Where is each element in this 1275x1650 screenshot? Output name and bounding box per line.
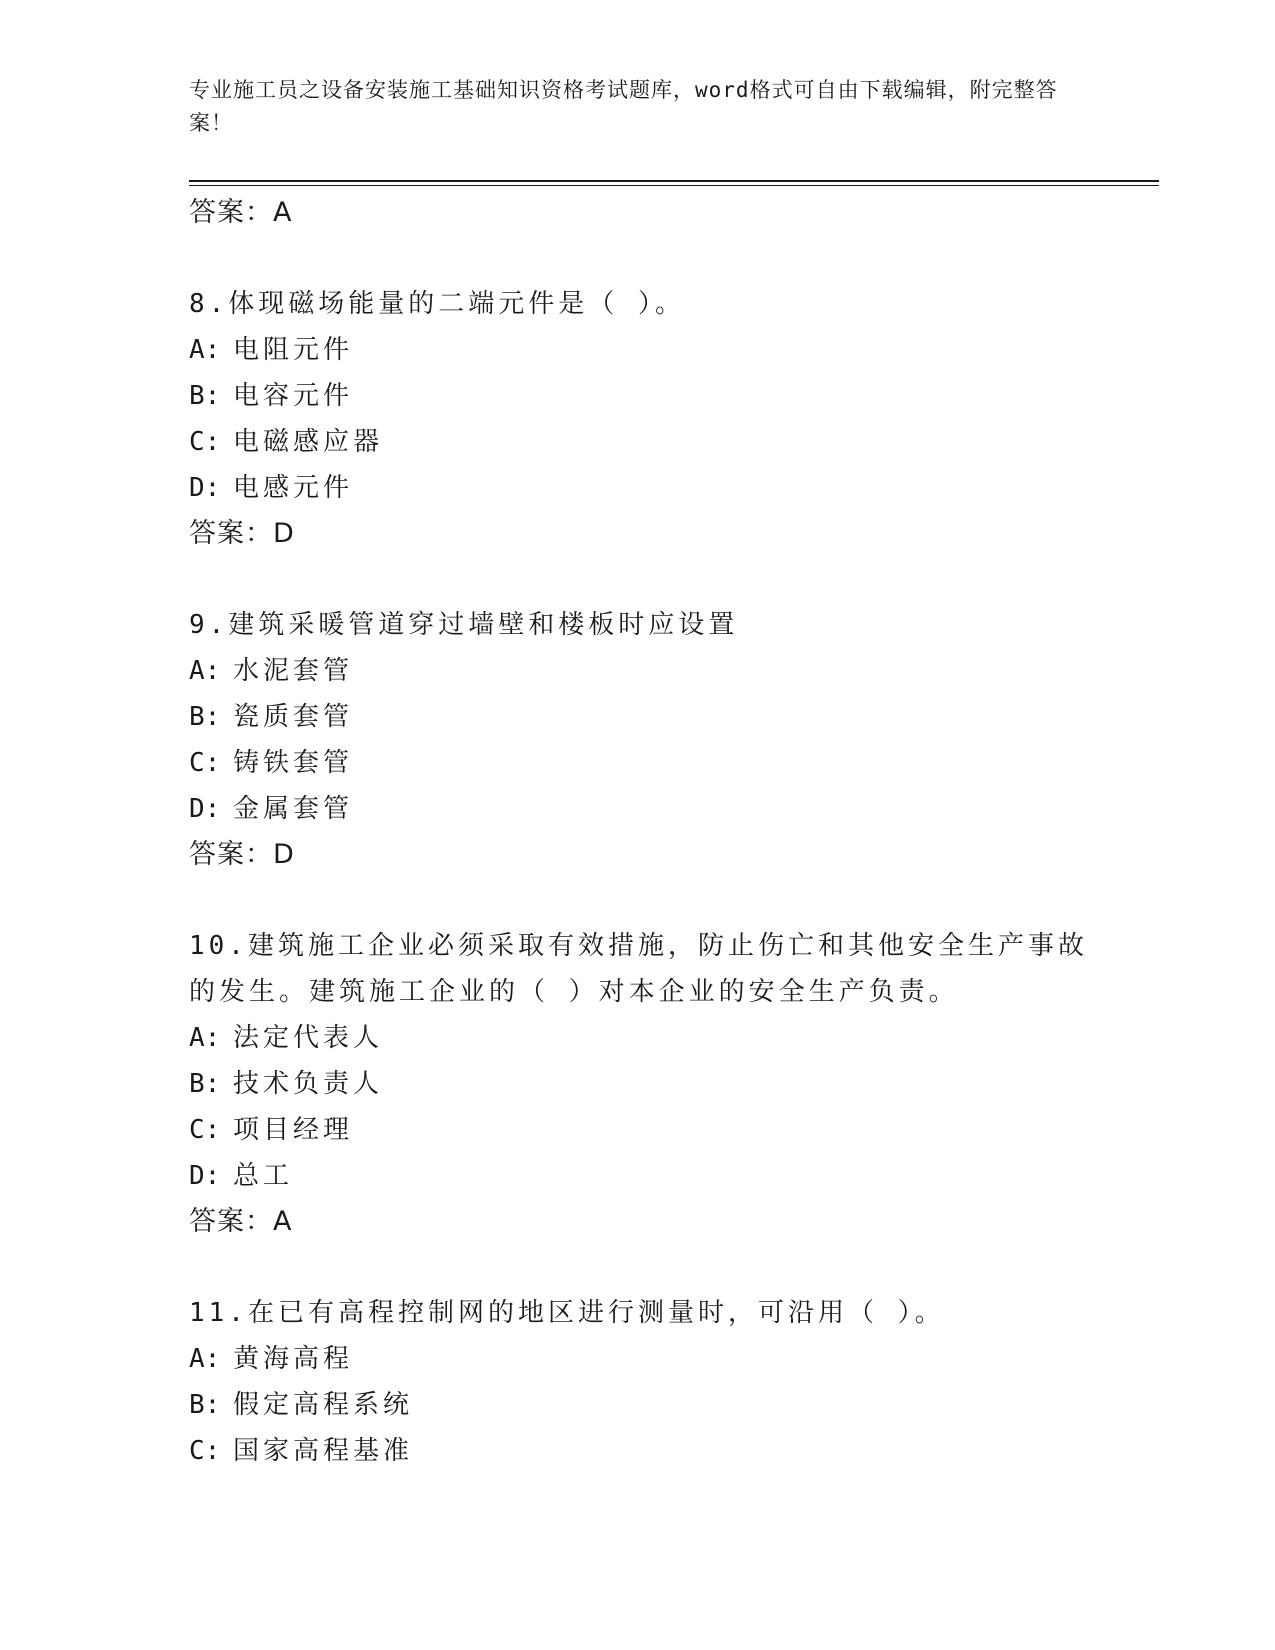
option-text: 金属套管 [233, 794, 354, 824]
option-text: 技术负责人 [233, 1069, 384, 1099]
option-b [189, 1061, 1089, 1107]
option-letter: B: [189, 381, 221, 411]
option-text: 铸铁套管 [233, 748, 354, 778]
option-text: 电容元件 [233, 381, 354, 411]
option-letter: C: [189, 1115, 221, 1145]
header-divider [189, 180, 1159, 182]
option-text: 国家高程基准 [233, 1436, 414, 1466]
option-d [189, 465, 1089, 511]
answer: 答案：D [189, 839, 295, 870]
option-letter: D: [189, 794, 221, 824]
option-text: 法定代表人 [233, 1023, 384, 1053]
option-text: 黄海高程 [233, 1344, 354, 1374]
option-a [189, 648, 1089, 694]
option-letter: A: [189, 656, 221, 686]
header-text: 专业施工员之设备安装施工基础知识资格考试题库，word格式可自由下载编辑，附完整答案！ [189, 78, 1058, 135]
question-stem: 10.建筑施工企业必须采取有效措施，防止伤亡和其他安全生产事故的发生。建筑施工企业的（ ）对本企业的安全生产负责。 [189, 931, 1088, 1007]
option-a [189, 1015, 1089, 1061]
question-8 [189, 281, 1089, 557]
option-d [189, 786, 1089, 832]
option-c [189, 419, 1089, 465]
option-text: 总工 [233, 1161, 294, 1191]
question-list [189, 190, 1089, 1474]
option-letter: B: [189, 702, 221, 732]
option-letter: C: [189, 1436, 221, 1466]
option-text: 电磁感应器 [233, 427, 384, 457]
option-letter: A: [189, 1344, 221, 1374]
option-letter: C: [189, 748, 221, 778]
option-text: 瓷质套管 [233, 702, 354, 732]
option-letter: D: [189, 1161, 221, 1191]
option-letter: D: [189, 473, 221, 503]
option-b [189, 694, 1089, 740]
answer-previous-question: 答案：A [189, 197, 293, 228]
option-d [189, 1153, 1089, 1199]
question-11 [189, 1290, 1089, 1474]
option-a [189, 327, 1089, 373]
option-letter: B: [189, 1390, 221, 1420]
option-letter: A: [189, 335, 221, 365]
option-letter: C: [189, 427, 221, 457]
page-header [189, 74, 1079, 140]
question-10 [189, 923, 1089, 1245]
option-a [189, 1336, 1089, 1382]
option-text: 项目经理 [233, 1115, 354, 1145]
option-c [189, 740, 1089, 786]
question-stem: 8.体现磁场能量的二端元件是（ ）。 [189, 289, 685, 319]
answer: 答案：A [189, 1206, 293, 1237]
option-b [189, 1382, 1089, 1428]
answer: 答案：D [189, 518, 295, 549]
option-c [189, 1107, 1089, 1153]
question-stem: 11.在已有高程控制网的地区进行测量时，可沿用（ ）。 [189, 1298, 945, 1328]
option-text: 水泥套管 [233, 656, 354, 686]
option-c [189, 1428, 1089, 1474]
option-text: 电阻元件 [233, 335, 354, 365]
option-b [189, 373, 1089, 419]
option-text: 电感元件 [233, 473, 354, 503]
question-9 [189, 602, 1089, 878]
option-text: 假定高程系统 [233, 1390, 414, 1420]
question-stem: 9.建筑采暖管道穿过墙壁和楼板时应设置 [189, 610, 739, 640]
option-letter: B: [189, 1069, 221, 1099]
option-letter: A: [189, 1023, 221, 1053]
